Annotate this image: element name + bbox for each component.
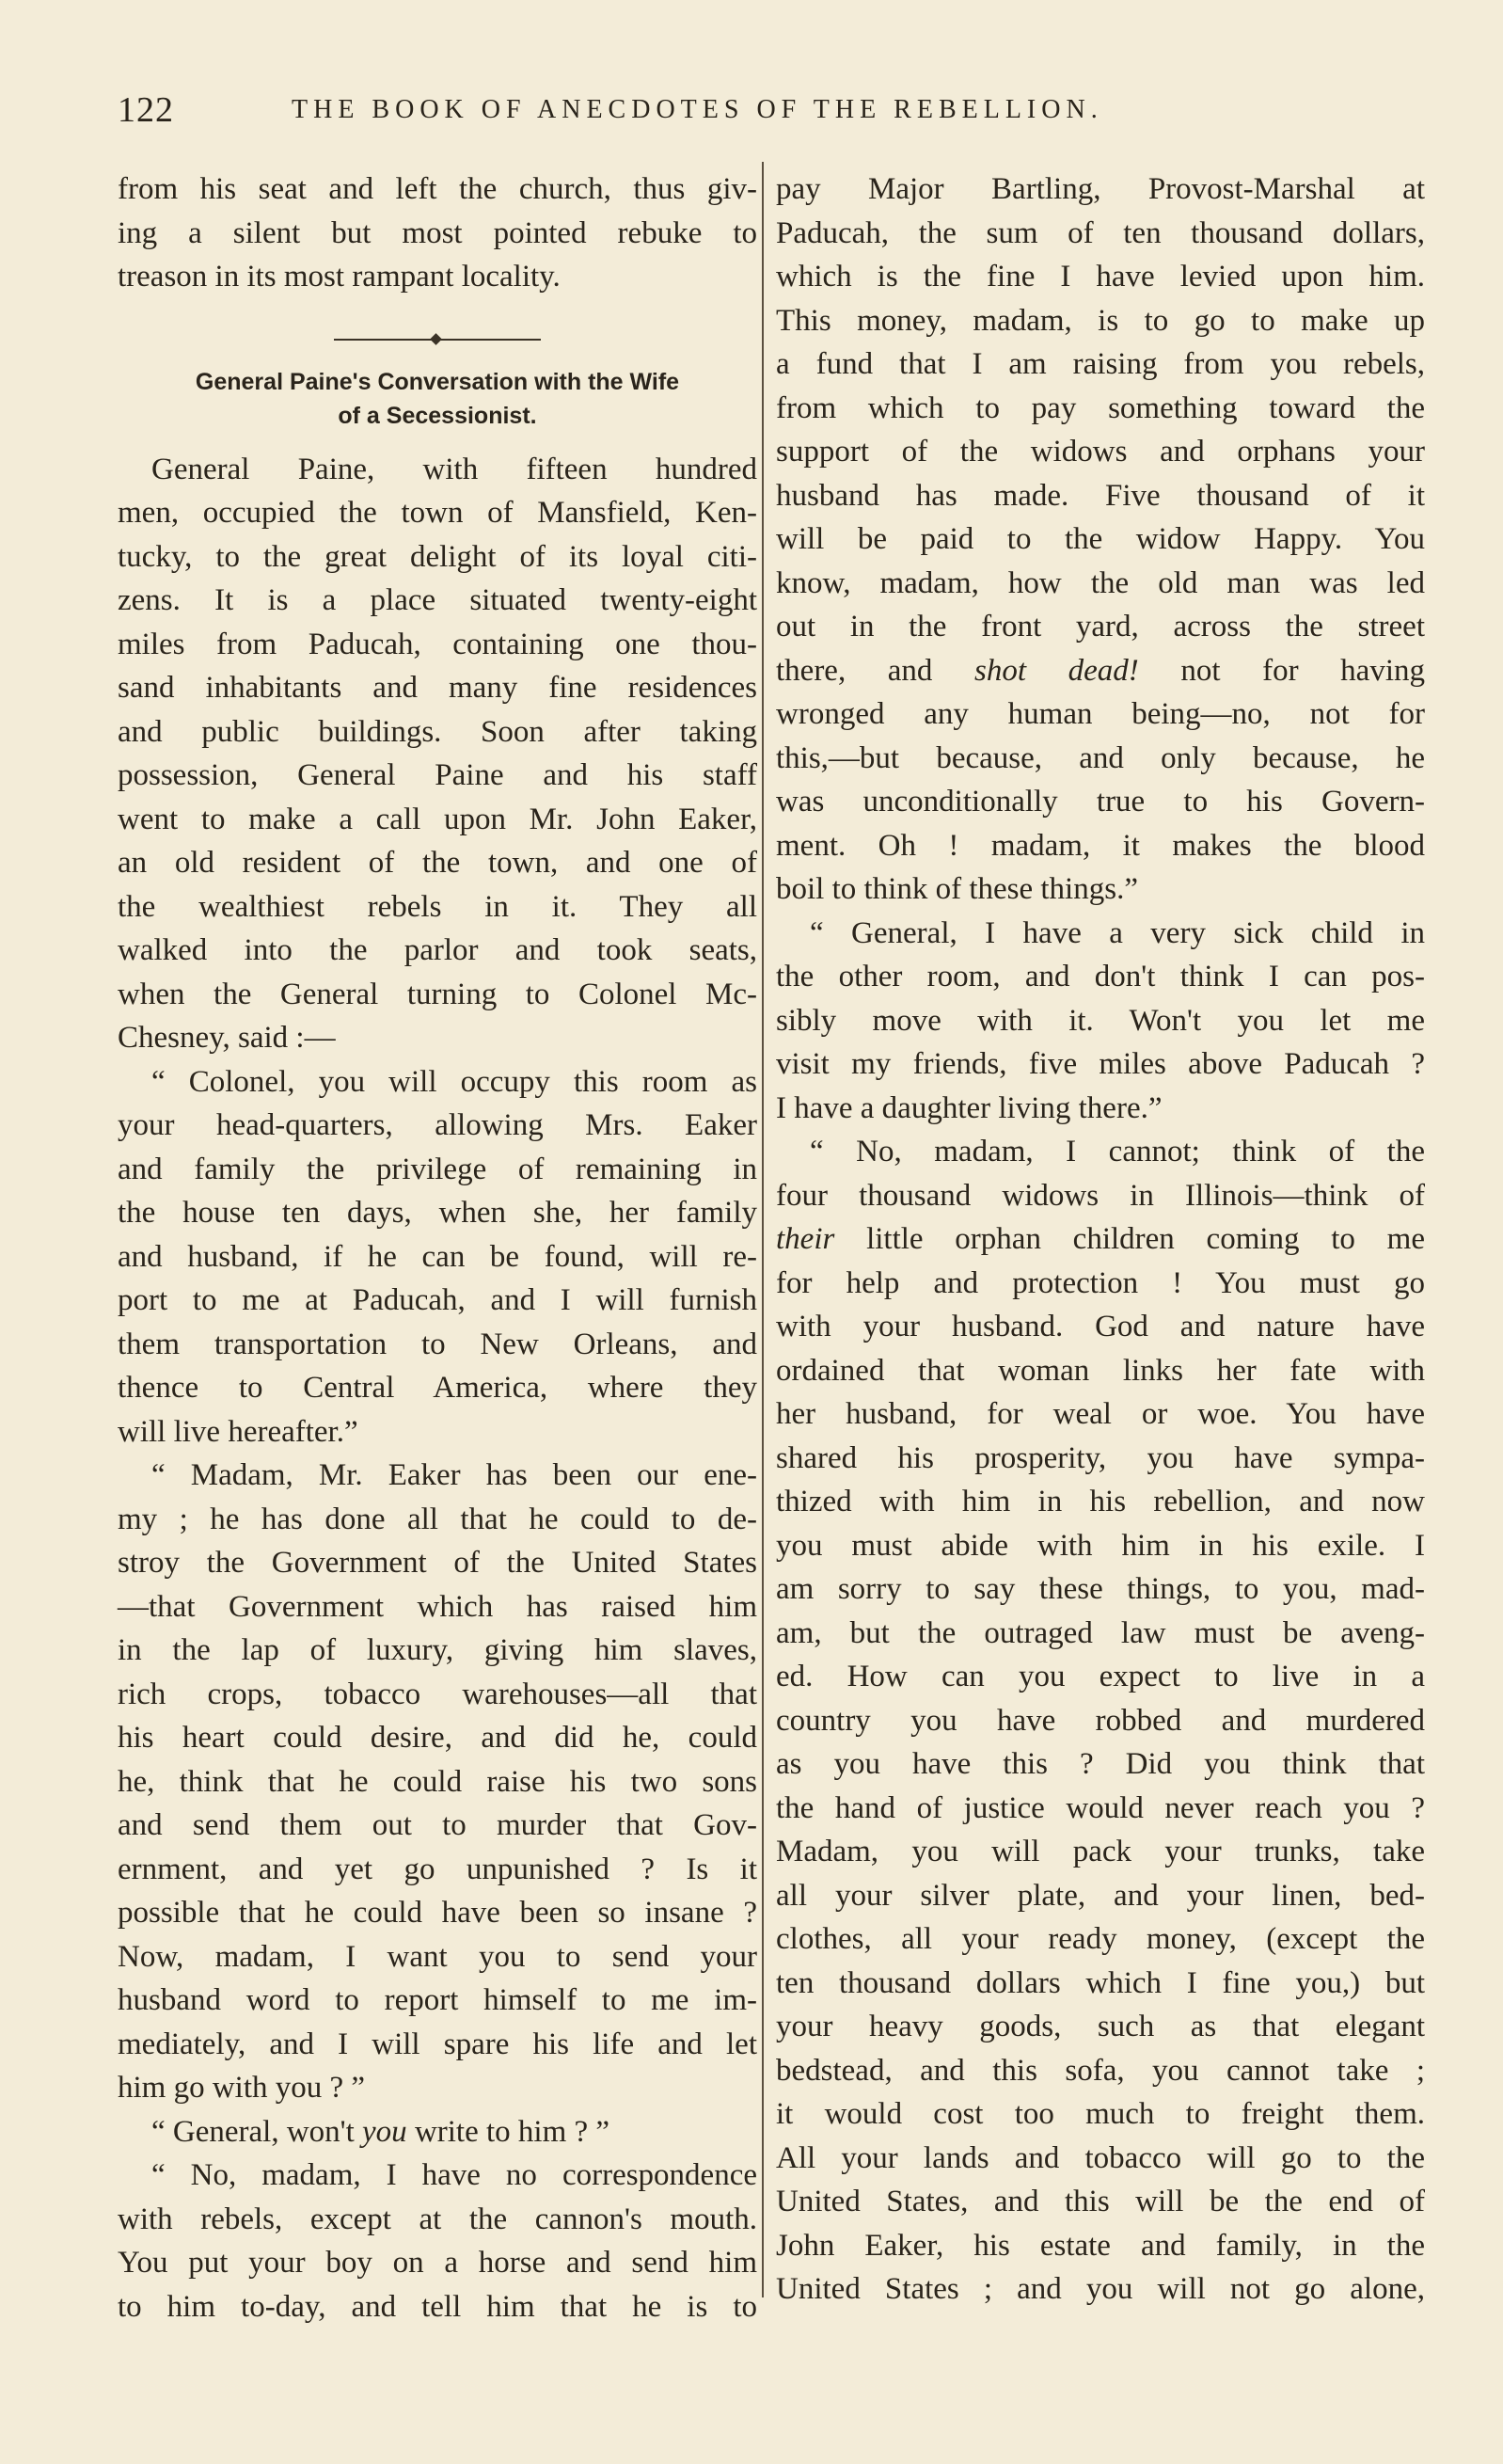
text-line: “ No, madam, I cannot; think of the <box>810 1135 1425 1168</box>
emphasis-text: shot dead! <box>974 653 1139 688</box>
text-line: support of the widows and orphans your <box>776 435 1425 469</box>
text-line: all your silver plate, and your linen, bed- <box>776 1878 1425 1913</box>
running-head: THE BOOK OF ANECDOTES OF THE REBELLION. <box>292 95 1103 124</box>
text-line: as you have this ? Did you think that <box>776 1747 1425 1781</box>
text-line: “ Colonel, you will occupy this room as <box>151 1064 757 1099</box>
text-line: United States, and this will be the end of <box>776 2185 1425 2218</box>
text-line: All your lands and tobacco will go to the <box>776 2140 1425 2175</box>
section-heading-line: of a Secessionist. <box>338 402 537 429</box>
text-line: in the lap of luxury, giving him slaves, <box>118 1633 757 1667</box>
text-line: my ; he has done all that he could to de- <box>118 1502 757 1536</box>
text-line: rich crops, tobacco warehouses—all that <box>118 1677 757 1711</box>
text-line: miles from Paducah, containing one thou- <box>118 627 757 661</box>
text-line: the hand of justice would never reach you ? <box>776 1790 1425 1825</box>
text-line <box>776 649 1425 693</box>
text-line: “ Madam, Mr. Eaker has been our ene- <box>151 1458 757 1492</box>
text-line: her husband, for weal or woe. You have <box>776 1397 1425 1431</box>
section-ornament <box>118 299 757 365</box>
text-line: Now, madam, I want you to send your <box>118 1939 757 1974</box>
text-line: and husband, if he can be found, will re- <box>118 1239 757 1274</box>
text-line: will be paid to the widow Happy. You <box>776 522 1425 556</box>
text-line: John Eaker, his estate and family, in the <box>776 2228 1425 2263</box>
text-line: am, but the outraged law must be aveng- <box>776 1615 1425 1650</box>
text-line: possession, General Paine and his staff <box>118 758 757 792</box>
text-line: pay Major Bartling, Provost-Marshal at <box>776 172 1425 206</box>
text-line: tucky, to the great delight of its loyal citi- <box>118 539 757 574</box>
text-line: “ General, I have a very sick child in <box>810 915 1425 950</box>
text-line: to him to-day, and tell him that he is to <box>118 2289 757 2324</box>
text-line: you must abide with him in his exile. I <box>776 1528 1425 1563</box>
text-line: “ No, madam, I have no correspondence <box>151 2158 757 2192</box>
page-header <box>118 89 1434 136</box>
text-line: —that Government which has raised him <box>118 1589 757 1624</box>
text-line: treason in its most rampant locality. <box>118 260 561 294</box>
text-line: bedstead, and this sofa, you cannot take ; <box>776 2053 1425 2088</box>
text-line: country you have robbed and murdered <box>776 1703 1425 1738</box>
text-line: out in the front yard, across the street <box>776 610 1425 644</box>
text-line: husband word to report himself to me im- <box>118 1983 757 2017</box>
text-line: he, think that he could raise his two sons <box>118 1764 757 1799</box>
text-line: boil to think of these things.” <box>776 872 1138 906</box>
text-line: This money, madam, is to go to make up <box>776 303 1425 338</box>
text-line: your head-quarters, allowing Mrs. Eaker <box>118 1108 757 1142</box>
column-divider <box>762 162 764 2297</box>
text-line: thence to Central America, where they <box>118 1371 757 1405</box>
text-line: it would cost too much to freight them. <box>776 2097 1425 2131</box>
text-line: stroy the Government of the United States <box>118 1546 757 1580</box>
text-line: ing a silent but most pointed rebuke to <box>118 215 757 250</box>
text-line: for help and protection ! You must go <box>776 1265 1425 1300</box>
text-line: his heart could desire, and did he, could <box>118 1721 757 1755</box>
text-line: men, occupied the town of Mansfield, Ken- <box>118 496 757 530</box>
text-line <box>776 1217 1425 1262</box>
text-line: and send them out to murder that Gov- <box>118 1808 757 1842</box>
text-line: thized with him in his rebellion, and now <box>776 1485 1425 1518</box>
text-run: there, and <box>776 653 975 688</box>
section-heading <box>118 365 757 433</box>
text-line: this,—but because, and only because, he <box>776 740 1425 775</box>
text-line: him go with you ? ” <box>118 2071 366 2105</box>
text-line: four thousand widows in Illinois—think of <box>776 1178 1425 1213</box>
text-line: clothes, all your ready money, (except the <box>776 1922 1425 1956</box>
text-run: not for having <box>1138 653 1425 688</box>
text-line: from which to pay something toward the <box>776 390 1425 425</box>
text-line: and family the privilege of remaining in <box>118 1152 757 1186</box>
text-line: them transportation to New Orleans, and <box>118 1327 757 1361</box>
text-line: visit my friends, five miles above Paducah ? <box>776 1047 1425 1081</box>
text-line: which is the fine I have levied upon him. <box>776 260 1425 294</box>
text-line: ernment, and yet go unpunished ? Is it <box>118 1852 757 1886</box>
intro-paragraph <box>118 167 757 299</box>
emphasis-text: their <box>776 1222 835 1256</box>
text-line: Madam, you will pack your trunks, take <box>776 1835 1425 1868</box>
page-number: 122 <box>118 90 174 130</box>
story-body <box>118 448 757 2329</box>
text-line: ten thousand dollars which I fine you,) but <box>776 1965 1425 2000</box>
text-run: little orphan children coming to me <box>834 1222 1425 1256</box>
text-line: the house ten days, when she, her family <box>118 1196 757 1230</box>
text-line: ed. How can you expect to live in a <box>776 1660 1425 1693</box>
text-line: will live hereafter.” <box>118 1414 358 1449</box>
text-line: with rebels, except at the cannon's mouth. <box>118 2202 757 2236</box>
text-line: I have a daughter living there.” <box>776 1090 1163 1125</box>
text-line: wronged any human being—no, not for <box>776 697 1425 731</box>
text-line: your heavy goods, such as that elegant <box>776 2010 1425 2043</box>
text-line: the other room, and don't think I can pos- <box>776 960 1425 994</box>
text-line: and public buildings. Soon after taking <box>118 714 757 749</box>
text-line: ordained that woman links her fate with <box>776 1353 1425 1388</box>
text-line: port to me at Paducah, and I will furnish <box>118 1283 757 1317</box>
text-line: General Paine, with fifteen hundred <box>151 452 757 486</box>
text-line: zens. It is a place situated twenty-eight <box>118 583 757 617</box>
right-column <box>776 167 1425 2312</box>
text-line: Paducah, the sum of ten thousand dollars, <box>776 215 1425 250</box>
left-column <box>118 167 757 2329</box>
text-line: mediately, and I will spare his life and let <box>118 2027 757 2061</box>
text-line: the wealthiest rebels in it. They all <box>118 889 757 924</box>
text-line: sand inhabitants and many fine residences <box>118 671 757 705</box>
text-line: an old resident of the town, and one of <box>118 846 757 880</box>
text-line: a fund that I am raising from you rebels, <box>776 347 1425 381</box>
text-line: when the General turning to Colonel Mc- <box>118 977 757 1011</box>
section-heading-line: General Paine's Conversation with the Wife <box>195 368 680 395</box>
text-line: ment. Oh ! madam, it makes the blood <box>776 828 1425 863</box>
text-line: United States ; and you will not go alone, <box>776 2272 1425 2306</box>
text-line: You put your boy on a horse and send him <box>118 2246 757 2280</box>
text-line: from his seat and left the church, thus giv- <box>118 172 757 206</box>
text-line: shared his prosperity, you have sympa- <box>776 1440 1425 1475</box>
text-line: husband has made. Five thousand of it <box>776 478 1425 513</box>
text-run: “ General, won't <box>151 2114 363 2149</box>
text-line: Chesney, said :— <box>118 1021 336 1055</box>
text-run: write to him ? ” <box>406 2114 610 2149</box>
text-line: possible that he could have been so insane ? <box>118 1896 757 1930</box>
text-line <box>118 2110 757 2154</box>
text-line: am sorry to say these things, to you, mad- <box>776 1572 1425 1606</box>
emphasis-text: you <box>362 2114 407 2149</box>
text-line: sibly move with it. Won't you let me <box>776 1003 1425 1038</box>
text-line: was unconditionally true to his Govern- <box>776 785 1425 819</box>
text-line: went to make a call upon Mr. John Eaker, <box>118 802 757 836</box>
diamond-icon <box>430 333 442 345</box>
text-line: walked into the parlor and took seats, <box>118 933 757 967</box>
text-line: know, madam, how the old man was led <box>776 565 1425 600</box>
text-line: with your husband. God and nature have <box>776 1310 1425 1343</box>
